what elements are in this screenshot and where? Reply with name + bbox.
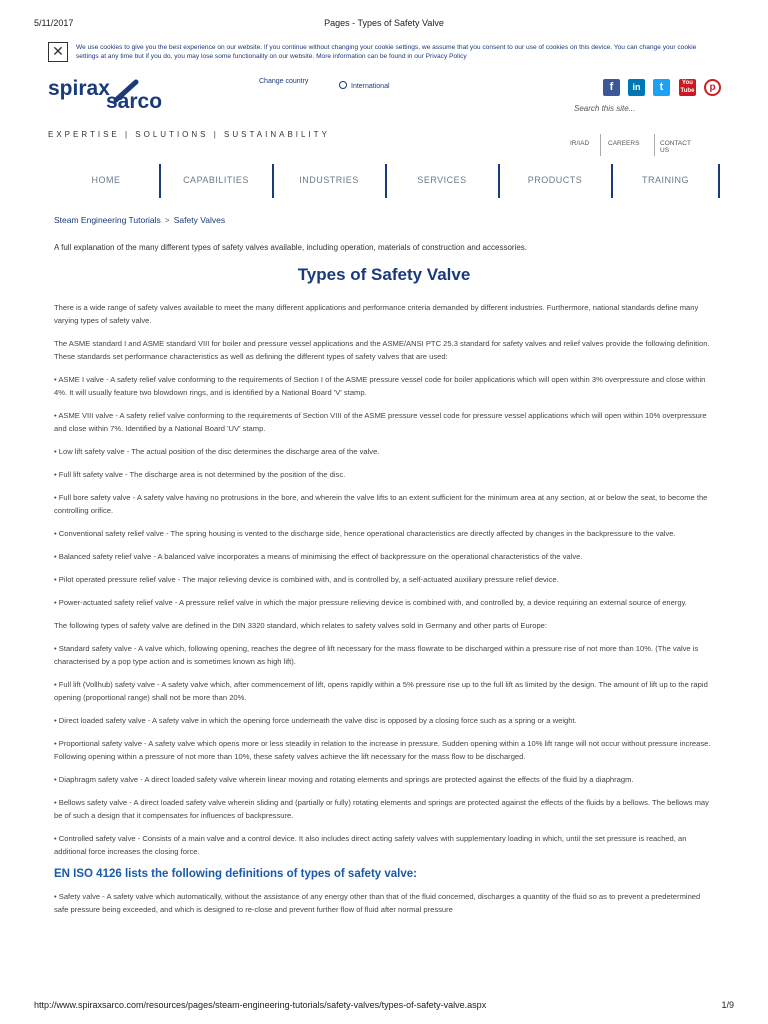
spirax-sarco-logo[interactable] bbox=[48, 78, 198, 112]
utility-link-careers[interactable]: CAREERS bbox=[608, 140, 640, 147]
list-item: • Diaphragm safety valve - A direct loaded safety valve wherein linear moving and rotating elements and springs are protected against the effects of the fluid by a diaphragm. bbox=[54, 775, 634, 784]
change-country-link[interactable]: Change country bbox=[259, 78, 309, 85]
list-item: • ASME I valve - A safety relief valve conforming to the requirements of Section I of the ASME pressure vessel code for boiler applications which will open within 3% overpressure and close within 4%. It will usually feature two blowdown rings, and is identified by a National Board 'V' stamp. bbox=[54, 375, 706, 397]
nav-products[interactable]: PRODUCTS bbox=[527, 175, 583, 185]
list-item: • Direct loaded safety valve - A safety valve in which the opening force underneath the valve disc is opposed by a closing force such as a spring or a weight. bbox=[54, 716, 577, 725]
utility-link-iriad[interactable]: IR/IAD bbox=[570, 140, 590, 147]
list-item: • Full lift safety valve - The discharge area is not determined by the position of the disc. bbox=[54, 470, 346, 479]
page-intro: A full explanation of the many different types of safety valves available, including operation, materials of construction and accessories. bbox=[54, 243, 528, 252]
linkedin-icon[interactable]: in bbox=[628, 79, 645, 96]
utility-divider bbox=[654, 134, 655, 156]
breadcrumb bbox=[54, 215, 225, 225]
facebook-icon[interactable]: f bbox=[603, 79, 620, 96]
utility-divider bbox=[600, 134, 601, 156]
nav-industries[interactable]: INDUSTRIES bbox=[299, 175, 359, 185]
list-item: • Bellows safety valve - A direct loaded safety valve wherein sliding and (partially or fully) rotating elements and springs are protected against the effects of the fluids by a bellows. The bellows may be of such a design that it compensates for influences of backpressure. bbox=[54, 798, 709, 820]
youtube-icon[interactable]: You Tube bbox=[680, 80, 695, 94]
globe-icon bbox=[339, 81, 347, 89]
logo-text-spirax: spirax bbox=[48, 78, 110, 100]
list-item: • Conventional safety relief valve - The spring housing is vented to the discharge side, hence operational characteristics are directly affected by changes in the backpressure to the valve. bbox=[54, 529, 676, 538]
close-icon[interactable]: ✕ bbox=[48, 42, 68, 62]
pinterest-icon[interactable]: p bbox=[704, 79, 721, 96]
list-item: • Full lift (Vollhub) safety valve - A safety valve which, after commencement of lift, opens rapidly within a 5% pressure rise up to the full lift as limited by the design. The amount of lift up to the rapid opening (proportional range) shall not be more than 20%. bbox=[54, 680, 708, 702]
breadcrumb-steam-tutorials[interactable]: Steam Engineering Tutorials bbox=[54, 215, 161, 225]
breadcrumb-separator: > bbox=[164, 215, 170, 225]
utility-link-contact[interactable]: CONTACT US bbox=[660, 140, 691, 154]
print-page-number: 1/9 bbox=[721, 1000, 734, 1010]
list-item: • Proportional safety valve - A safety valve which opens more or less steadily in relation to the increase in pressure. Sudden opening within a 10% lift range will not occur without pressure increase. Following opening within a pressure of not more than 10%, these safety valves achieve the lift necessary for the mass flow to be discharged. bbox=[54, 739, 711, 761]
list-item: • Power-actuated safety relief valve - A pressure relief valve in which the major pressure relieving device is combined with, and controlled by, a device requiring an external source of energy. bbox=[54, 598, 687, 607]
list-item: • Balanced safety relief valve - A balanced valve incorporates a means of minimising the effect of backpressure on the operational characteristics of the valve. bbox=[54, 552, 583, 561]
print-date: 5/11/2017 bbox=[34, 18, 74, 28]
nav-capabilities[interactable]: CAPABILITIES bbox=[183, 175, 249, 185]
nav-training[interactable]: TRAINING bbox=[641, 175, 689, 185]
list-item: • Pilot operated pressure relief valve - The major relieving device is combined with, and is controlled by, a self-actuated auxiliary pressure relief device. bbox=[54, 575, 559, 584]
print-header bbox=[0, 0, 768, 28]
section-heading: EN ISO 4126 lists the following definitions of types of safety valve: bbox=[54, 868, 417, 880]
cookie-banner bbox=[48, 42, 720, 66]
list-item: • Standard safety valve - A valve which, following opening, reaches the degree of lift necessary for the mass flowrate to be discharged within a pressure rise of not more than 10%. (The valve is characterised by a pop type action and is sometimes known as high lift). bbox=[54, 644, 699, 666]
list-item: • ASME VIII valve - A safety relief valve conforming to the requirements of Section VIII of the ASME pressure vessel code for pressure vessel applications which will open within 10% overpressure and close within 7%. Identified by a National Board 'UV' stamp. bbox=[54, 411, 707, 433]
paragraph: There is a wide range of safety valves available to meet the many different applications and performance criteria demanded by different industries. Furthermore, national standards define many varying types of safety valve. bbox=[54, 303, 699, 325]
print-url: http://www.spiraxsarco.com/resources/pages/steam-engineering-tutorials/safety-valves/types-of-safety-valve.aspx bbox=[34, 1000, 487, 1010]
cookie-message: We use cookies to give you the best experience on our website. If you continue without changing your cookie settings, we assume that you consent to our use of cookies on this device. You can change your cookie settings at any time but if you do, you may lose some functionality on our website. More information can be found in our Privacy Policy bbox=[76, 44, 697, 60]
print-footer bbox=[0, 1000, 768, 1024]
list-item: • Low lift safety valve - The actual position of the disc determines the discharge area of the valve. bbox=[54, 447, 380, 456]
paragraph: The ASME standard I and ASME standard VIII for boiler and pressure vessel applications and the ASME/ANSI PTC 25.3 standard for safety valves and relief valves provide the following definition. These standards set performance characteristics as well as defining the different types of safety valves that are used: bbox=[54, 339, 710, 361]
tagline: EXPERTISE | SOLUTIONS | SUSTAINABILITY bbox=[48, 130, 330, 139]
logo-text-sarco: sarco bbox=[106, 90, 163, 112]
nav-services[interactable]: SERVICES bbox=[417, 175, 467, 185]
page-title: Types of Safety Valve bbox=[297, 265, 471, 284]
nav-divider bbox=[718, 164, 720, 198]
breadcrumb-safety-valves[interactable]: Safety Valves bbox=[173, 215, 226, 225]
main-nav bbox=[54, 164, 720, 198]
print-title: Pages - Types of Safety Valve bbox=[324, 18, 444, 28]
list-item: • Full bore safety valve - A safety valve having no protrusions in the bore, and wherein the valve lifts to an extent sufficient for the minimum area at any section, at or below the seat, to become the controlling orifice. bbox=[54, 493, 708, 515]
list-item: • Safety valve - A safety valve which automatically, without the assistance of any energy other than that of the fluid concerned, discharges a quantity of the fluid so as to prevent a predetermined safe pressure being exceeded, and which is designed to re-close and prevent further flow of fluid after normal pressure bbox=[54, 892, 701, 914]
international-link[interactable] bbox=[339, 82, 390, 90]
nav-home[interactable]: HOME bbox=[91, 175, 121, 185]
twitter-icon[interactable]: t bbox=[653, 79, 670, 96]
paragraph: The following types of safety valve are defined in the DIN 3320 standard, which relates to safety valves sold in Germany and other parts of Europe: bbox=[54, 621, 548, 630]
list-item: • Controlled safety valve - Consists of a main valve and a control device. It also includes direct acting safety valves with supplementary loading in which, until the set pressure is reached, an additional force increases the closing force. bbox=[54, 834, 687, 856]
search-input[interactable]: Search this site... bbox=[574, 104, 636, 113]
international-label: International bbox=[351, 82, 390, 90]
article-body bbox=[54, 301, 714, 926]
